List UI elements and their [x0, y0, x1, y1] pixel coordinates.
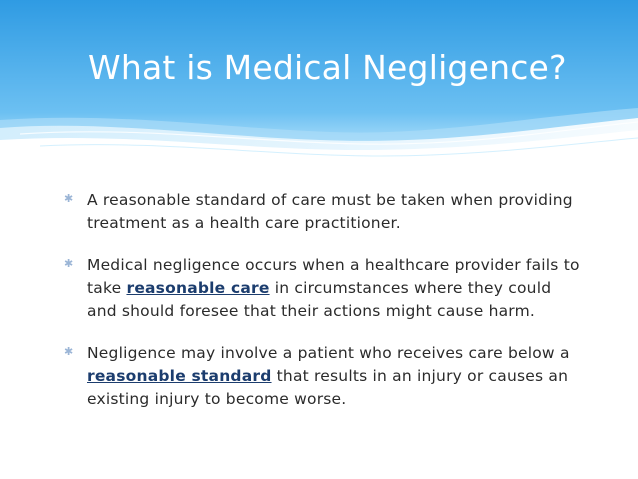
bullet-text — [87, 189, 584, 235]
slide-title: What is Medical Negligence? — [88, 48, 567, 87]
bullet-list — [64, 189, 584, 430]
bullet-item — [64, 254, 584, 323]
snowflake-bullet-icon: ✱ — [64, 192, 74, 205]
header-banner — [0, 0, 638, 165]
bullet-text-content: A reasonable standard of care must be taken when providing treatment as a health care practitioner. — [87, 191, 573, 232]
bullet-text-after: in circumstances where they could and should foresee that their actions might cause harm. — [87, 279, 552, 320]
snowflake-bullet-icon: ✱ — [64, 345, 74, 358]
reasonable-standard-link[interactable]: reasonable standard — [87, 367, 272, 385]
bullet-item — [64, 342, 584, 411]
bullet-text-after: that results in an injury or causes an existing injury to become worse. — [87, 367, 569, 408]
bullet-text-before: Negligence may involve a patient who receives care below a — [87, 344, 570, 362]
snowflake-bullet-icon: ✱ — [64, 257, 74, 270]
bullet-text — [87, 254, 584, 323]
bullet-text-before: Medical negligence occurs when a healthcare provider fails to take — [87, 256, 580, 297]
bullet-text — [87, 342, 584, 411]
bullet-item — [64, 189, 584, 235]
reasonable-care-link[interactable]: reasonable care — [126, 279, 270, 297]
